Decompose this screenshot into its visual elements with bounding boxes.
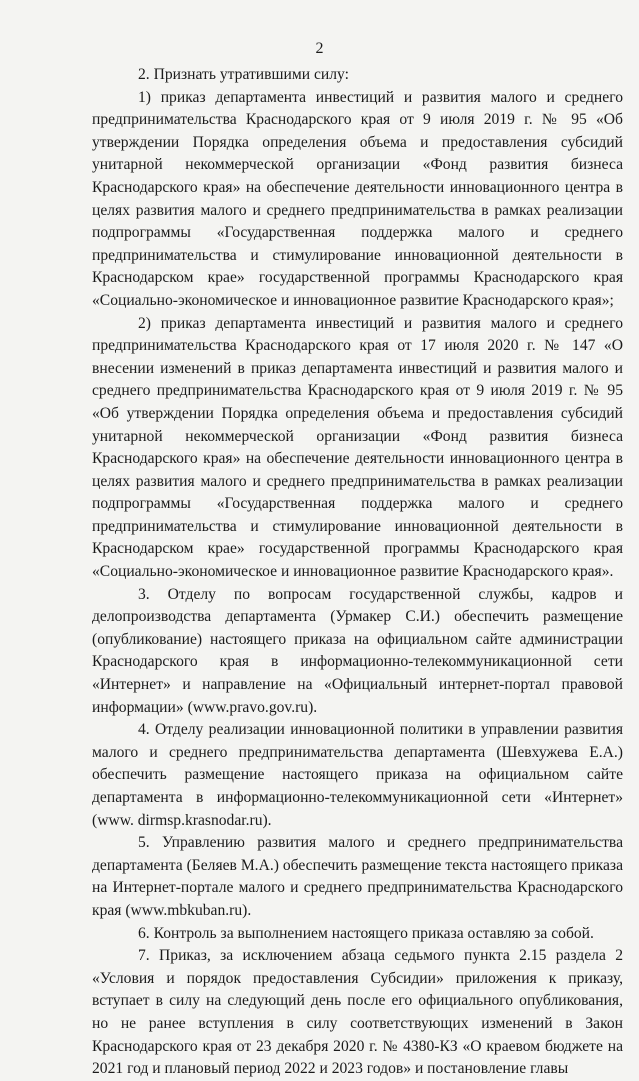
- document-body: [92, 64, 623, 1081]
- paragraph-item-4: 4. Отделу реализации инновационной политики в управлении развития малого и среднего предпринимательства департамента (Шевхужева Е.А.) обеспечить размещение настоящего приказа на официальном сайте департамента в информационно-телекоммуникационной сети «Интернет» (www. dirmsp.krasnodar.ru).: [92, 721, 623, 829]
- paragraph-item-2-heading: 2. Признать утратившими силу:: [138, 66, 349, 83]
- paragraph-item-3: 3. Отделу по вопросам государственной службы, кадров и делопроизводства департамента (Урмакер С.И.) обеспечить размещение (опубликование) настоящего приказа на официальном сайте администрации Краснодарского края в информационно-телекоммуникационной сети «Интернет» и направление на «Официальный интернет-портал правовой информации» (www.pravo.gov.ru).: [92, 585, 623, 716]
- paragraph-item-6: 6. Контроль за выполнением настоящего приказа оставляю за собой.: [138, 924, 594, 942]
- page-number: 2: [315, 40, 324, 57]
- paragraph-subitem-2: 2) приказ департамента инвестиций и развития малого и среднего предпринимательства Краснодарского края от 17 июля 2020 г. № 147 «О внесении изменений в приказ департамента инвестиций и развития малого и среднего предпринимательства Краснодарского края от 9 июля 2019 г. № 95 «Об утверждении Порядка определения объема и предоставления субсидий унитарной некоммерческой организации «Фонд развития бизнеса Краснодарского края» на обеспечение деятельности инновационного центра в целях развития малого и среднего предпринимательства в рамках реализации подпрограммы «Государственная поддержка малого и среднего предпринимательства и стимулирование инновационной деятельности в Краснодарском крае» государственной программы Краснодарского края «Социально-экономическое и инновационное развитие Краснодарского края».: [92, 314, 623, 581]
- paragraph-subitem-1: 1) приказ департамента инвестиций и развития малого и среднего предпринимательства Краснодарского края от 9 июля 2019 г. № 95 «Об утверждении Порядка определения объема и предоставления субсидий унитарной некоммерческой организации «Фонд развития бизнеса Краснодарского края» на обеспечение деятельности инновационного центра в целях развития малого и среднего предпринимательства в рамках реализации подпрограммы «Государственная поддержка малого и среднего предпринимательства и стимулирование инновационной деятельности в Краснодарском крае» государственной программы Краснодарского края «Социально-экономическое и инновационное развитие Краснодарского края»;: [92, 88, 623, 309]
- paragraph-item-7: 7. Приказ, за исключением абзаца седьмого пункта 2.15 раздела 2 «Условия и порядок предоставления Субсидии» приложения к приказу, вступает в силу на следующий день после его официального опубликования, но не ранее вступления в силу соответствующих изменений в Закон Краснодарского края от 23 декабря 2020 г. № 4380-КЗ «О краевом бюджете на 2021 год и плановый период 2022 и 2023 годов» и постановление главы: [92, 947, 623, 1078]
- paragraph-item-5: 5. Управлению развития малого и среднего предпринимательства департамента (Беляев М.А.) обеспечить размещение текста настоящего приказа на Интернет-портале малого и среднего предпринимательства Краснодарского края (www.mbkuban.ru).: [92, 834, 623, 919]
